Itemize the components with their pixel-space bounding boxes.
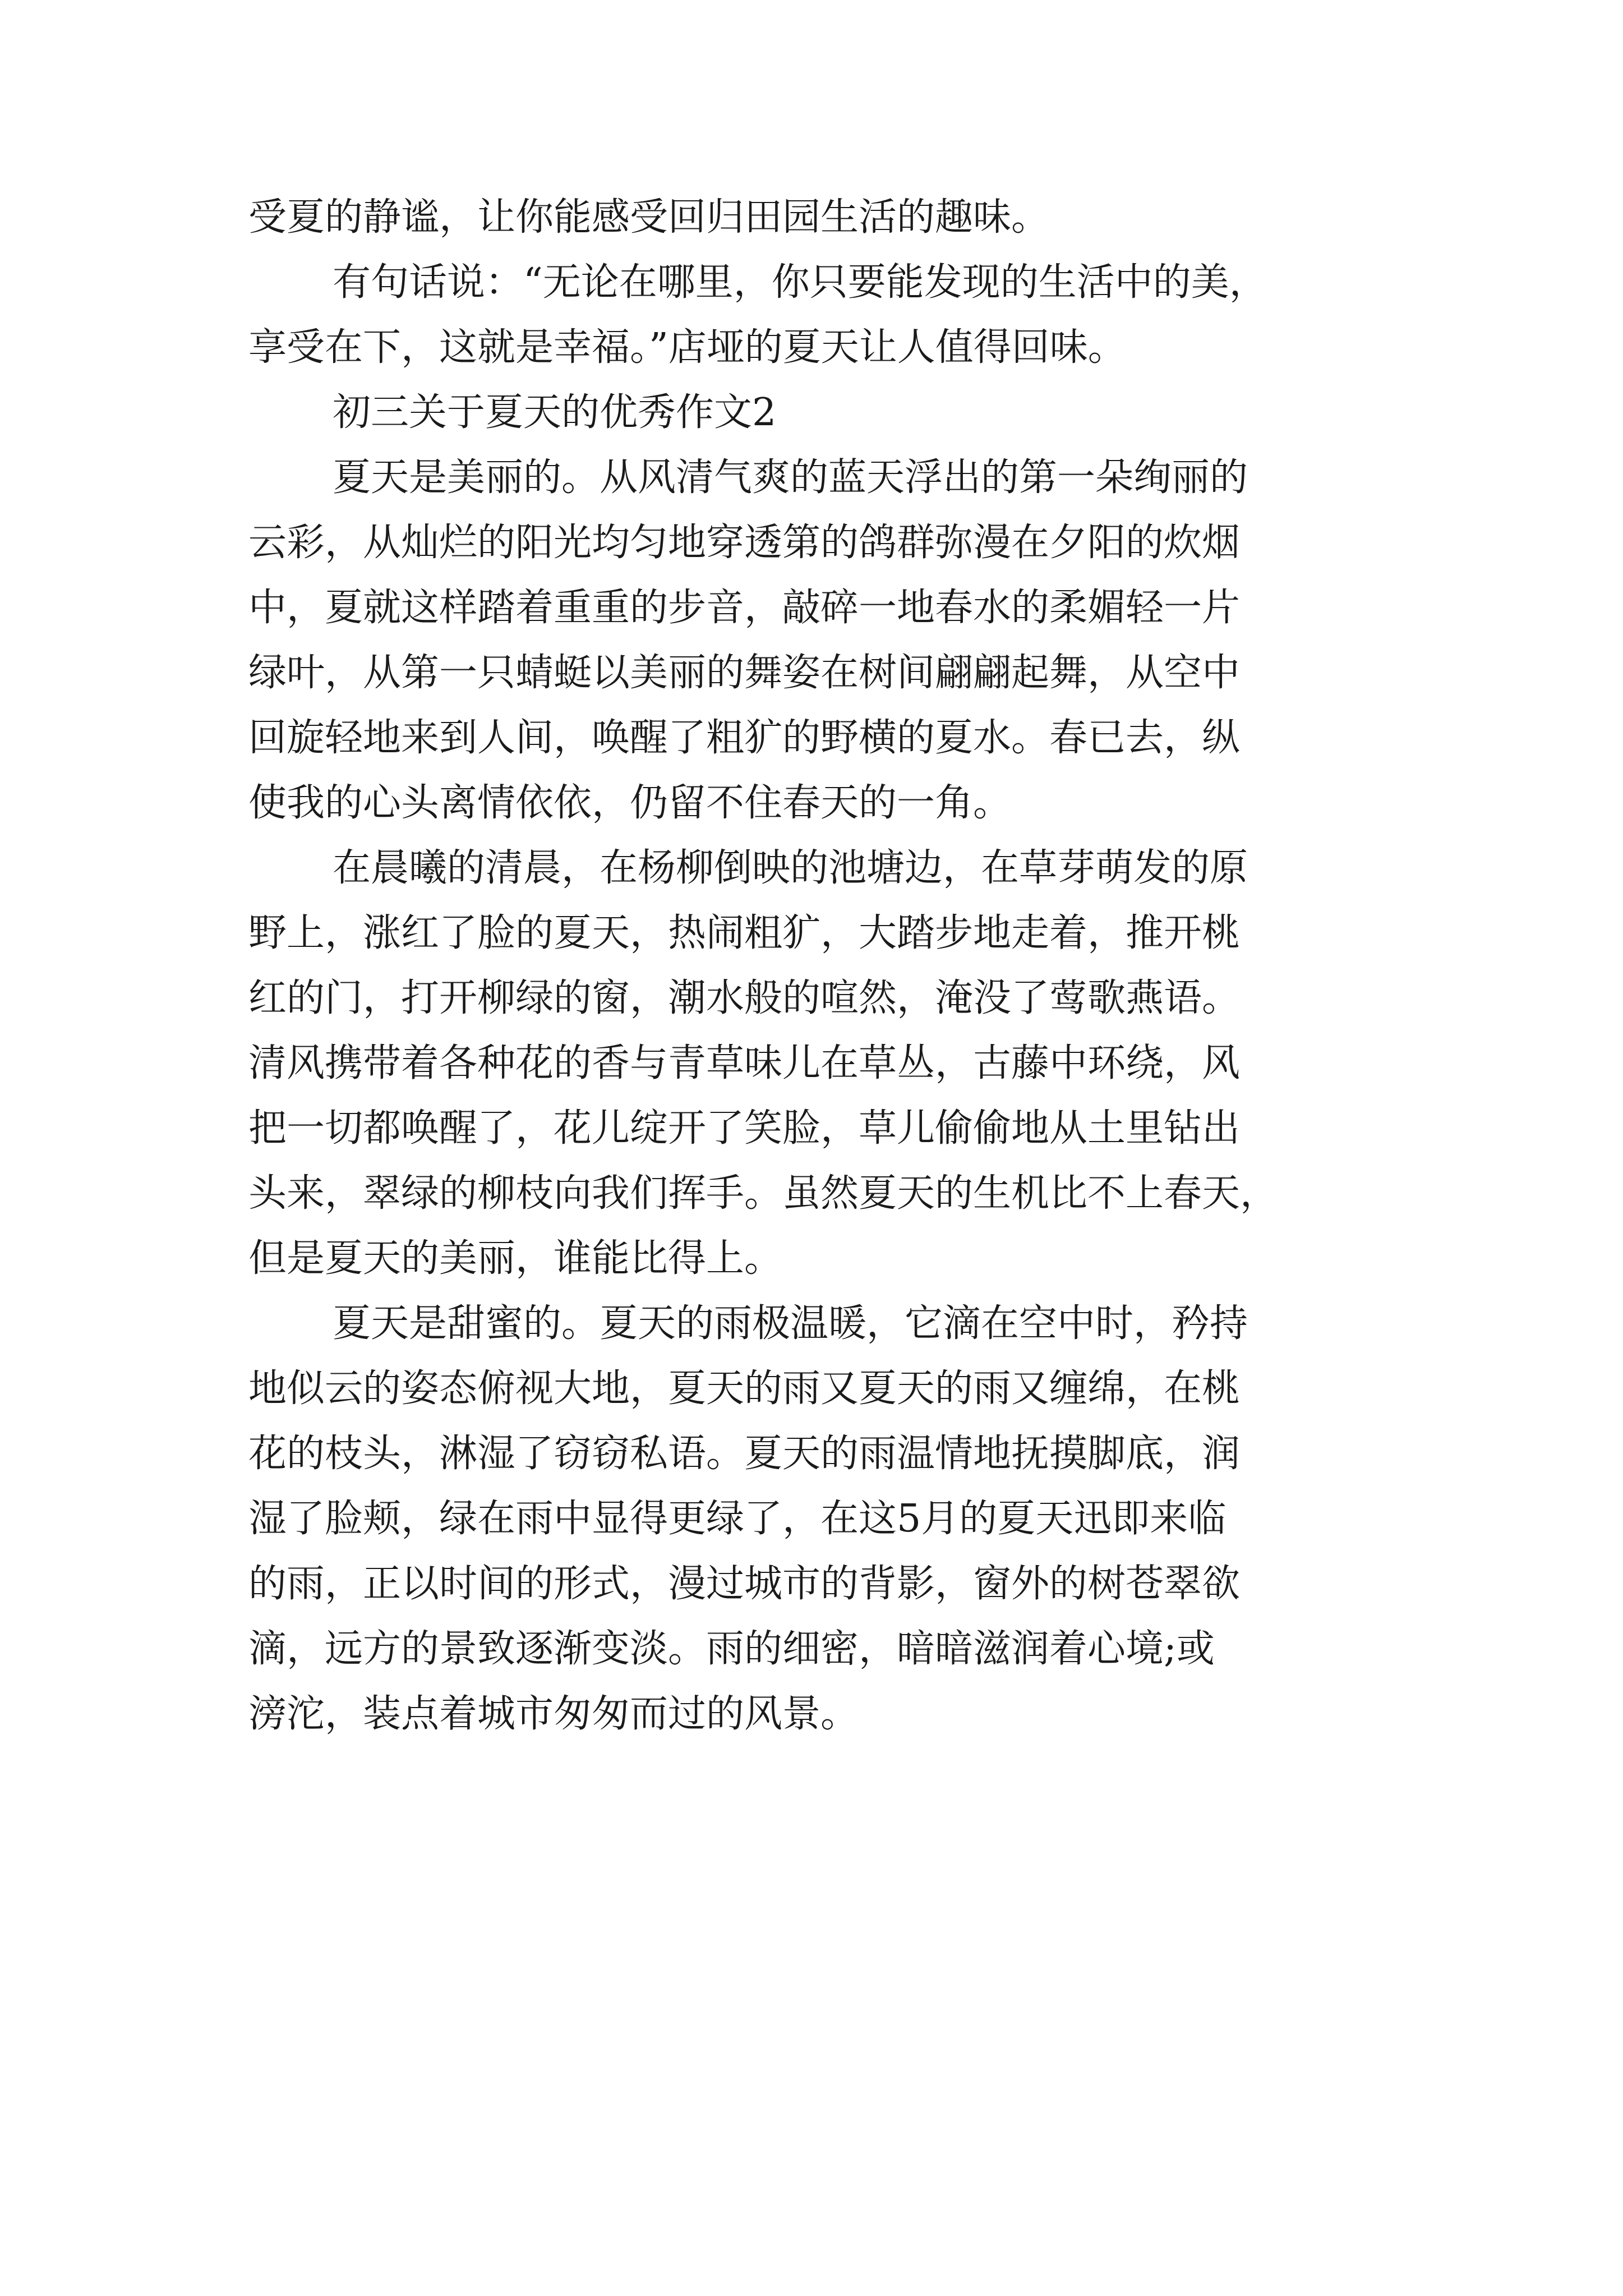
text-line: 云彩，从灿烂的阳光均匀地穿透第的鸽群弥漫在夕阳的炊烟	[248, 521, 1241, 565]
text-line: 绿叶，从第一只蜻蜓以美丽的舞姿在树间翩翩起舞，从空中	[248, 651, 1241, 695]
text-line: 的雨，正以时间的形式，漫过城市的背影，窗外的树苍翠欲	[248, 1562, 1241, 1606]
text-line: 受夏的静谧，让你能感受回归田园生活的趣味。	[248, 195, 1050, 240]
text-line: 夏天是甜蜜的。夏天的雨极温暖，它滴在空中时，矜持	[333, 1301, 1248, 1346]
text-line: 回旋轻地来到人间，唤醒了粗犷的野横的夏水。春已去，纵	[248, 716, 1241, 760]
text-line: 花的枝头，淋湿了窃窃私语。夏天的雨温情地抚摸脚底，润	[248, 1432, 1241, 1476]
text-line: 红的门，打开柳绿的窗，潮水般的喧然，淹没了莺歌燕语。	[248, 976, 1241, 1020]
text-line: 头来，翠绿的柳枝向我们挥手。虽然夏天的生机比不上春天，	[248, 1171, 1279, 1216]
text-line: 享受在下，这就是幸福。”店垭的夏天让人值得回味。	[248, 325, 1126, 370]
text-line: 湿了脸颊，绿在雨中显得更绿了，在这5月的夏天迅即来临	[248, 1497, 1227, 1541]
text-line: 把一切都唤醒了，花儿绽开了笑脸，草儿偷偷地从土里钻出	[248, 1106, 1241, 1151]
text-line: 但是夏天的美丽，谁能比得上。	[248, 1236, 783, 1281]
text-line: 在晨曦的清晨，在杨柳倒映的池塘边，在草芽萌发的原	[333, 846, 1248, 890]
text-line: 野上，涨红了脸的夏天，热闹粗犷，大踏步地走着，推开桃	[248, 911, 1241, 955]
text-line: 清风携带着各种花的香与青草味儿在草丛，古藤中环绕，风	[248, 1041, 1241, 1085]
text-line: 夏天是美丽的。从风清气爽的蓝天浮出的第一朵绚丽的	[333, 455, 1248, 500]
text-line: 滴，远方的景致逐渐变淡。雨的细密，暗暗滋润着心境;或	[248, 1627, 1215, 1671]
text-line: 地似云的姿态俯视大地，夏天的雨又夏天的雨又缠绵，在桃	[248, 1366, 1241, 1411]
section-heading: 初三关于夏天的优秀作文2	[333, 390, 777, 435]
document-body	[248, 185, 1415, 1747]
text-line: 滂沱，装点着城市匆匆而过的风景。	[248, 1692, 859, 1736]
text-line: 使我的心头离情依依，仍留不住春天的一角。	[248, 781, 1012, 825]
text-line: 中，夏就这样踏着重重的步音，敲碎一地春水的柔媚轻一片	[248, 586, 1241, 630]
text-line: 有句话说：“无论在哪里，你只要能发现的生活中的美，	[333, 260, 1267, 305]
